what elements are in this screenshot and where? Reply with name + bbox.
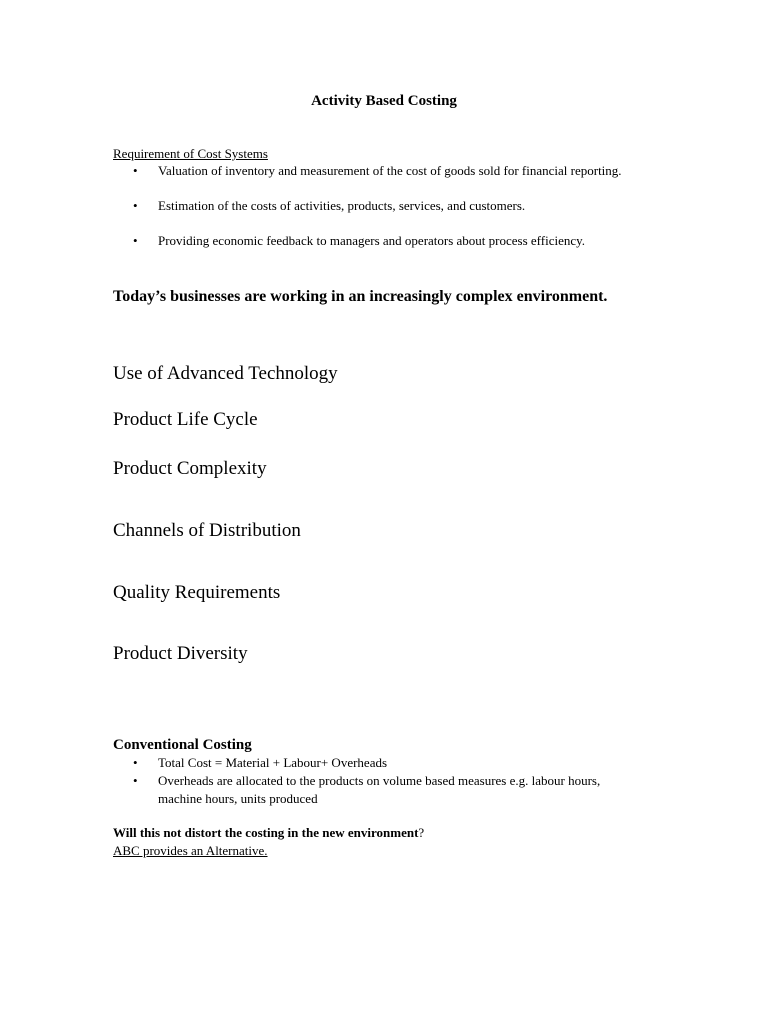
question-mark: ?	[418, 825, 425, 840]
distortion-question	[113, 824, 424, 841]
bullet-icon: •	[133, 163, 138, 178]
abc-alternative-text: ABC provides an Alternative.	[113, 843, 268, 858]
conventional-costing-list	[113, 754, 673, 808]
bullet-icon: •	[133, 198, 138, 213]
list-item: • Providing economic feedback to managers and operators about process efficiency.	[133, 233, 586, 248]
question-bold-text: Will this not distort the costing in the new environment	[113, 825, 419, 840]
bullet-icon: •	[133, 773, 138, 788]
bullet-icon: •	[133, 755, 138, 770]
factor-heading: Use of Advanced Technology	[113, 363, 338, 384]
list-item: • Total Cost = Material + Labour+ Overheads	[133, 755, 388, 770]
list-item: • Estimation of the costs of activities, products, services, and customers.	[133, 198, 526, 213]
requirements-heading: Requirement of Cost Systems	[113, 146, 268, 161]
factor-heading: Product Complexity	[113, 458, 267, 479]
factor-heading: Channels of Distribution	[113, 520, 301, 541]
conventional-costing-heading: Conventional Costing	[113, 737, 252, 753]
bullet-icon: •	[133, 233, 138, 248]
requirements-list	[113, 162, 673, 250]
list-item: • Valuation of inventory and measurement of the cost of goods sold for financial reporting.	[133, 163, 622, 178]
factor-heading: Product Diversity	[113, 643, 248, 664]
factor-heading: Quality Requirements	[113, 582, 281, 603]
list-item: • Overheads are allocated to the products on volume based measures e.g. labour hours, machine hours, units produced	[133, 773, 601, 806]
factor-heading: Product Life Cycle	[113, 409, 258, 430]
complex-environment-statement: Today’s businesses are working in an increasingly complex environment.	[113, 288, 608, 305]
page-title: Activity Based Costing	[311, 93, 457, 109]
